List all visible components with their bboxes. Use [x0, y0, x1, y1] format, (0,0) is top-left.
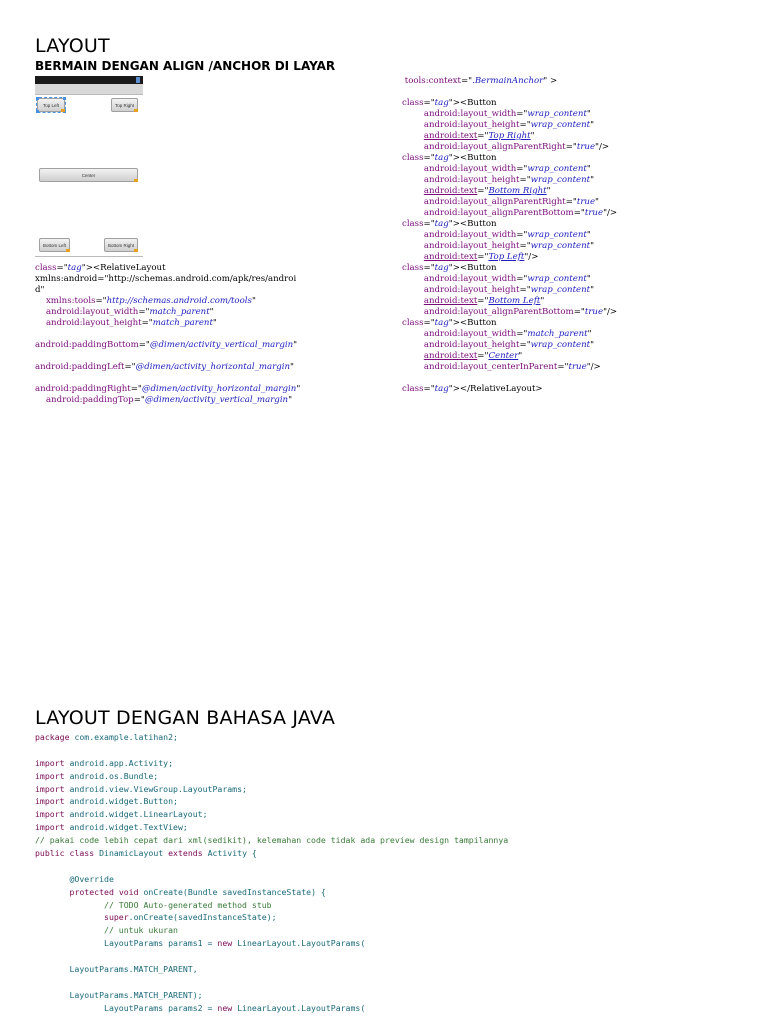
xml-code-right — [402, 76, 617, 395]
preview-button-top-left — [37, 98, 65, 112]
preview-button-top-right — [111, 98, 138, 112]
code-line — [35, 860, 508, 873]
code-line: LayoutParams params1 = new LinearLayout.LayoutParams( — [35, 938, 366, 949]
code-line — [35, 976, 508, 989]
code-line: android:layout_width="match_parent" — [45, 307, 214, 317]
code-line: import android.os.Bundle; — [35, 770, 159, 781]
code-line: android:layout_height="wrap_content" — [423, 340, 595, 350]
preview-bottom-divider — [35, 256, 143, 257]
code-line — [402, 87, 617, 98]
code-line: public class DinamicLayout extends Activity { — [35, 848, 257, 859]
code-line — [35, 351, 300, 362]
code-line — [35, 329, 300, 340]
code-line: xmlns:tools="http://schemas.android.com/tools" — [45, 296, 256, 306]
code-line: android:layout_height="wrap_content" — [423, 175, 595, 185]
preview-button-top-left-label: Top Left — [42, 102, 59, 108]
section-title-layout: LAYOUT — [35, 35, 110, 57]
code-line: android:layout_width="match_parent" — [423, 329, 592, 339]
xml-code-left — [35, 263, 300, 406]
code-line: // pakai code lebih cepat dari xml(sedikit), kelemahan code tidak ada preview design tampilannya — [35, 835, 509, 846]
anchor-marker — [134, 179, 138, 182]
code-line: android:layout_alignParentRight="true"/> — [423, 142, 610, 152]
code-line: // TODO Auto-generated method stub — [35, 899, 272, 910]
preview-button-center-label: Center — [81, 172, 96, 178]
anchor-marker — [61, 109, 65, 112]
code-line: package com.example.latihan2; — [35, 732, 178, 742]
layout-preview — [35, 76, 143, 257]
code-line: xmlns:android="http://schemas.android.com/apk/res/androi — [35, 274, 297, 284]
anchor-marker — [134, 109, 138, 112]
preview-button-bottom-left — [39, 238, 70, 252]
code-line: android:text="Top Right" — [423, 131, 535, 141]
code-line: android:text="Top Left"/> — [423, 252, 539, 262]
code-line: android:layout_width="wrap_content" — [423, 274, 591, 284]
battery-icon — [136, 77, 140, 83]
code-line: android:layout_alignParentBottom="true"/> — [423, 208, 618, 218]
code-line: android:layout_height="wrap_content" — [423, 241, 595, 251]
code-line: LayoutParams params2 = new LinearLayout.LayoutParams( — [35, 1002, 366, 1013]
selection-handle — [63, 97, 66, 100]
code-line: import android.app.Activity; — [35, 757, 174, 768]
code-line: android:paddingRight="@dimen/activity_horizontal_margin" — [35, 384, 301, 394]
code-line: import android.widget.TextView; — [35, 822, 188, 833]
code-line: android:layout_alignParentBottom="true"/> — [423, 307, 618, 317]
code-line: super.onCreate(savedInstanceState); — [104, 912, 277, 923]
code-line: d" — [35, 285, 45, 295]
code-line: class="tag"><Button — [402, 98, 497, 108]
code-line — [402, 373, 617, 384]
code-line: android:paddingLeft="@dimen/activity_horizontal_margin" — [35, 362, 294, 372]
code-line: class="tag"><Button — [402, 263, 497, 273]
code-line: android:layout_alignParentRight="true" — [423, 197, 599, 207]
code-line: class="tag"><RelativeLayout — [35, 263, 166, 273]
code-line: tools:context=".BermainAnchor" > — [404, 76, 558, 86]
code-line: android:paddingTop="@dimen/activity_vertical_margin" — [45, 395, 293, 405]
code-line: android:layout_height="match_parent" — [45, 318, 217, 328]
code-line: android:paddingBottom="@dimen/activity_vertical_margin" — [35, 340, 298, 350]
code-line: android:text="Bottom Right" — [423, 186, 551, 196]
code-line: android:layout_height="wrap_content" — [423, 120, 595, 130]
code-line: android:layout_centerInParent="true"/> — [423, 362, 601, 372]
preview-status-bar — [35, 76, 143, 84]
code-line: class="tag"><Button — [402, 153, 497, 163]
selection-handle — [36, 110, 39, 113]
code-line: import android.view.ViewGroup.LayoutParams; — [35, 783, 247, 794]
section-subtitle: BERMAIN DENGAN ALIGN /ANCHOR DI LAYAR — [35, 59, 336, 73]
preview-button-top-right-label: Top Right — [114, 102, 134, 108]
preview-button-bottom-right-label: Bottom Right — [107, 242, 134, 248]
code-line: class="tag"><Button — [402, 318, 497, 328]
anchor-marker — [66, 249, 70, 252]
code-line: android:layout_width="wrap_content" — [423, 109, 591, 119]
section-title-java: LAYOUT DENGAN BAHASA JAVA — [35, 707, 336, 729]
code-line: android:layout_height="wrap_content" — [423, 285, 595, 295]
code-line: LayoutParams.MATCH_PARENT, — [35, 964, 198, 975]
anchor-marker — [134, 249, 138, 252]
preview-button-bottom-right — [104, 238, 138, 252]
preview-title-bar — [35, 84, 143, 95]
java-code-block — [35, 731, 508, 1015]
code-line: class="tag"><Button — [402, 219, 497, 229]
selection-handle — [36, 97, 39, 100]
code-line: class="tag"></RelativeLayout> — [402, 384, 543, 394]
code-line: android:text="Bottom Left" — [423, 296, 545, 306]
code-line: android:layout_width="wrap_content" — [423, 164, 591, 174]
code-line — [35, 744, 508, 757]
code-line: android:text="Center" — [423, 351, 523, 361]
code-line: import android.widget.Button; — [35, 796, 178, 807]
code-line: // untuk ukuran — [35, 925, 178, 936]
code-line: LayoutParams.MATCH_PARENT); — [35, 989, 203, 1000]
code-line — [35, 950, 508, 963]
preview-button-bottom-left-label: Bottom Left — [42, 242, 66, 248]
code-line: @Override — [35, 873, 114, 884]
code-line: protected void onCreate(Bundle savedInstanceState) { — [69, 886, 326, 897]
preview-button-center — [39, 168, 138, 182]
code-line: android:layout_width="wrap_content" — [423, 230, 591, 240]
code-line — [35, 373, 300, 384]
code-line: import android.widget.LinearLayout; — [35, 809, 208, 820]
